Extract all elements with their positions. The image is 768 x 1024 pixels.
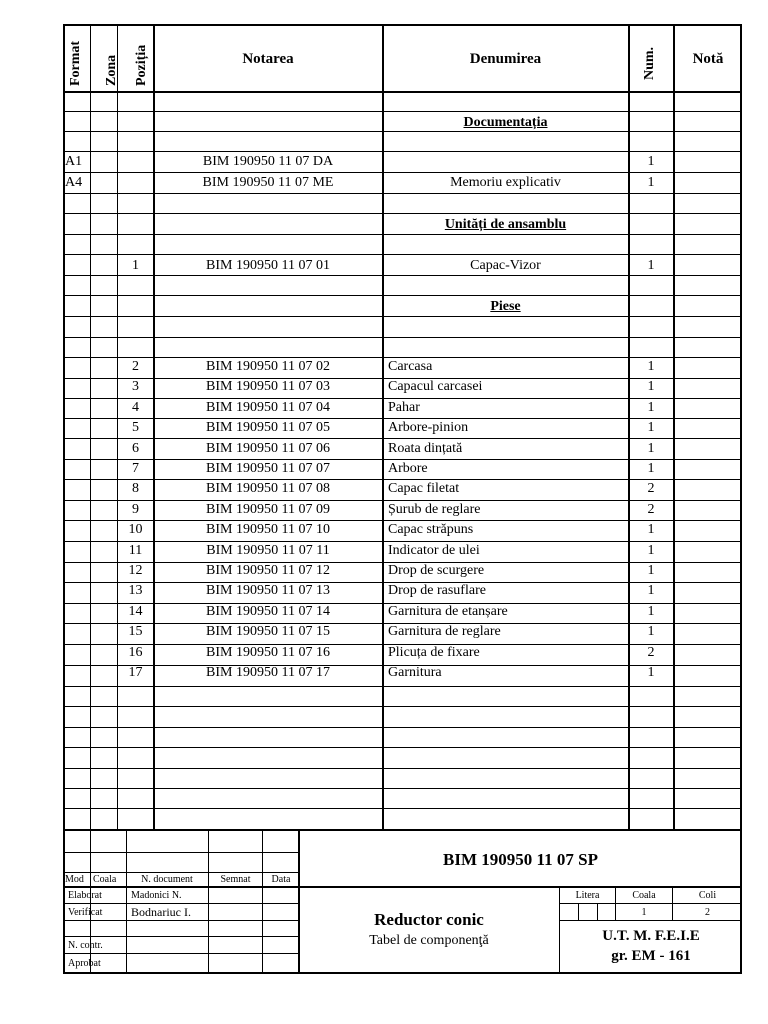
part-row-notarea: BIM 190950 11 07 02 [206, 359, 330, 374]
row-divider [63, 295, 742, 296]
doc-code: BIM 190950 11 07 SP [443, 850, 598, 869]
org-line-1: U.T. M. F.E.I.E [602, 928, 700, 944]
title-block-line [63, 936, 299, 937]
part-row-poz: 5 [132, 420, 139, 435]
title-block-line [63, 953, 299, 954]
part-row-poz: 6 [132, 441, 139, 456]
part-row-denumirea: Șurub de reglare [388, 502, 481, 517]
row-divider [63, 357, 742, 358]
part-row-num: 1 [647, 563, 655, 578]
title-block-top [63, 829, 742, 831]
part-row-denumirea: Indicator de ulei [388, 543, 480, 558]
part-row-num: 1 [647, 441, 655, 456]
part-row-notarea: BIM 190950 11 07 14 [206, 604, 330, 619]
part-row-notarea: BIM 190950 11 07 09 [206, 502, 330, 517]
part-row-poz: 12 [128, 563, 143, 578]
part-row-notarea: BIM 190950 11 07 11 [206, 543, 330, 558]
part-row-denumirea: Carcasa [388, 359, 433, 374]
part-row-num: 2 [647, 502, 655, 517]
part-row-denumirea: Capacul carcasei [388, 379, 483, 394]
tb-col-data: Data [271, 874, 291, 885]
row-divider [63, 459, 742, 460]
header-format: Format [68, 40, 83, 86]
tb-col-ndoc: N. document [141, 874, 193, 885]
part-row-num: 1 [647, 359, 655, 374]
part-row-denumirea: Plicuța de fixare [388, 645, 480, 660]
part-row-denumirea: Roata dințată [388, 441, 463, 456]
part-row-notarea: BIM 190950 11 07 08 [206, 481, 330, 496]
part-row-num: 1 [647, 583, 655, 598]
part-row-denumirea: Pahar [388, 400, 420, 415]
tb-value-coli: 2 [705, 907, 710, 918]
title-block-line [63, 903, 299, 904]
part-row-denumirea: Garnitura de etanșare [388, 604, 508, 619]
row-divider [63, 316, 742, 317]
doc-row-2-num: 1 [647, 175, 655, 190]
org-line-2: gr. EM - 161 [611, 948, 691, 964]
title-block-line [63, 852, 299, 853]
title-block-line [560, 920, 742, 921]
row-divider [63, 111, 742, 112]
part-row-notarea: BIM 190950 11 07 12 [206, 563, 330, 578]
tb-label-coli: Coli [698, 890, 717, 901]
doc-subtitle: Tabel de componenţă [369, 933, 489, 948]
section-piese: Piese [490, 299, 521, 314]
tb-col-mod: Mod [65, 874, 84, 885]
part-row-num: 1 [647, 522, 655, 537]
tb-row-verificat: Verificat [68, 907, 103, 918]
title-block-line [63, 886, 299, 888]
row-divider [63, 398, 742, 399]
assembly-row-num: 1 [647, 258, 655, 273]
row-divider [63, 686, 742, 687]
part-row-denumirea: Garnitura [388, 665, 442, 680]
part-row-num: 2 [647, 645, 655, 660]
part-row-poz: 2 [132, 359, 139, 374]
row-divider [63, 479, 742, 480]
part-row-poz: 15 [128, 624, 143, 639]
part-row-num: 1 [647, 379, 655, 394]
title-block-line [597, 903, 598, 920]
tb-verificat-name: Bodnariuc I. [131, 905, 191, 919]
part-row-poz: 10 [128, 522, 143, 537]
part-row-poz: 17 [128, 665, 143, 680]
assembly-row-denumirea: Capac-Vizor [470, 258, 541, 273]
row-divider [63, 500, 742, 501]
row-divider [63, 438, 742, 439]
part-row-num: 1 [647, 665, 655, 680]
part-row-notarea: BIM 190950 11 07 16 [206, 645, 330, 660]
row-divider [63, 520, 742, 521]
part-row-poz: 9 [132, 502, 139, 517]
section-documentatia: Documentația [463, 115, 548, 130]
row-divider [63, 706, 742, 707]
part-row-denumirea: Capac filetat [388, 481, 460, 496]
part-row-num: 2 [647, 481, 655, 496]
row-divider [63, 234, 742, 235]
part-row-notarea: BIM 190950 11 07 17 [206, 665, 330, 680]
tb-value-coala: 1 [641, 907, 647, 918]
row-divider [63, 747, 742, 748]
part-row-denumirea: Drop de scurgere [388, 563, 485, 578]
section-unitati: Unități de ansamblu [444, 217, 567, 232]
part-row-num: 1 [647, 604, 655, 619]
row-divider [63, 768, 742, 769]
part-row-poz: 16 [128, 645, 143, 660]
part-row-denumirea: Arbore-pinion [388, 420, 469, 435]
title-block-line [298, 886, 742, 888]
title-block-line [578, 903, 579, 920]
tb-row-ncontr: N. contr. [68, 940, 103, 951]
doc-row-1-notarea: BIM 190950 11 07 DA [202, 154, 334, 169]
part-row-notarea: BIM 190950 11 07 03 [206, 379, 330, 394]
header-num: Num. [642, 46, 657, 80]
part-row-notarea: BIM 190950 11 07 10 [206, 522, 330, 537]
header-divider [63, 91, 742, 93]
doc-row-1-format: A1 [65, 154, 83, 169]
col-line-6 [673, 24, 675, 830]
part-row-notarea: BIM 190950 11 07 13 [206, 583, 330, 598]
part-row-poz: 4 [132, 400, 139, 415]
row-divider [63, 131, 742, 132]
doc-title: Reductor conic [374, 910, 484, 929]
row-divider [63, 254, 742, 255]
header-pozitia: Poziția [134, 44, 149, 86]
part-row-notarea: BIM 190950 11 07 06 [206, 441, 330, 456]
tb-row-aprobat: Aprobat [68, 958, 101, 969]
col-line-4 [382, 24, 384, 830]
tb-col-semnat: Semnat [220, 874, 251, 885]
tb-label-coala: Coala [632, 890, 656, 901]
part-row-num: 1 [647, 461, 655, 476]
tb-row-elaborat: Elaborat [68, 890, 102, 901]
row-divider [63, 727, 742, 728]
header-notarea: Notarea [242, 51, 294, 67]
header-denumirea: Denumirea [469, 51, 542, 67]
header-zona: Zona [104, 54, 119, 86]
col-line-1 [90, 24, 91, 830]
part-row-poz: 13 [128, 583, 143, 598]
doc-row-1-num: 1 [647, 154, 655, 169]
part-row-poz: 3 [132, 379, 139, 394]
tb-col-coala: Coala [93, 874, 117, 885]
row-divider [63, 275, 742, 276]
part-row-denumirea: Capac străpuns [388, 522, 474, 537]
tb-label-litera: Litera [575, 890, 600, 901]
assembly-row-notarea: BIM 190950 11 07 01 [206, 258, 330, 273]
part-row-denumirea: Garnitura de reglare [388, 624, 501, 639]
row-divider [63, 788, 742, 789]
part-row-denumirea: Arbore [388, 461, 428, 476]
part-row-notarea: BIM 190950 11 07 15 [206, 624, 330, 639]
part-row-poz: 14 [128, 604, 143, 619]
part-row-num: 1 [647, 420, 655, 435]
row-divider [63, 418, 742, 419]
part-row-poz: 7 [132, 461, 139, 476]
title-block-line [63, 872, 299, 873]
assembly-row-poz: 1 [132, 258, 139, 273]
part-row-notarea: BIM 190950 11 07 05 [206, 420, 330, 435]
tb-elaborat-name: Madonici N. [131, 890, 182, 901]
part-row-poz: 11 [128, 543, 143, 558]
doc-row-2-format: A4 [65, 175, 83, 190]
row-divider [63, 541, 742, 542]
doc-row-2-notarea: BIM 190950 11 07 ME [202, 175, 334, 190]
part-row-num: 1 [647, 543, 655, 558]
part-row-denumirea: Drop de rasuflare [388, 583, 486, 598]
part-row-num: 1 [647, 624, 655, 639]
doc-row-2-denumirea: Memoriu explicativ [450, 175, 561, 190]
part-row-notarea: BIM 190950 11 07 07 [206, 461, 330, 476]
row-divider [63, 213, 742, 214]
row-divider [63, 808, 742, 809]
row-divider [63, 193, 742, 194]
row-divider [63, 172, 742, 173]
title-block-line [560, 903, 742, 904]
row-divider [63, 151, 742, 152]
title-block-line [63, 920, 299, 921]
row-divider [63, 337, 742, 338]
part-row-notarea: BIM 190950 11 07 04 [206, 400, 330, 415]
part-row-num: 1 [647, 400, 655, 415]
part-row-poz: 8 [132, 481, 139, 496]
header-nota: Notă [692, 51, 724, 67]
